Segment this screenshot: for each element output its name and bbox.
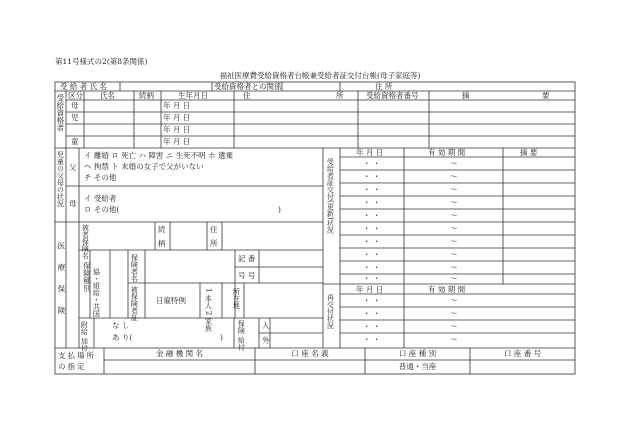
ins-address-label: 住 — [210, 225, 218, 234]
col-dob: 生年月日 — [178, 91, 208, 100]
cert-tilde: ～ — [450, 224, 458, 233]
nichiya-label: 日雇特例 — [156, 296, 186, 305]
cert-remarks-col: 摘 要 — [520, 148, 538, 157]
cert-date-col: 年 月 日 — [356, 148, 384, 157]
cert-tilde: ～ — [450, 274, 458, 283]
nashi-label: な し — [112, 321, 130, 330]
row-kubun: 母 — [71, 101, 79, 110]
row-kubun: 児 — [71, 113, 79, 122]
cert-tilde: ～ — [450, 211, 458, 220]
cert-period-col: 有 効 期 間 — [428, 148, 466, 157]
reissue-period-col: 有 効 期 間 — [428, 285, 466, 294]
cert-tilde: ～ — [450, 237, 458, 246]
cert-dots: ・ ・ — [363, 172, 381, 181]
reissue-tilde: ～ — [450, 322, 458, 331]
cert-dots: ・ ・ — [363, 224, 381, 233]
insurance-type-label: 保険種別 — [82, 262, 92, 292]
cert-dots: ・ ・ — [363, 263, 381, 272]
kigo-label: 記 番 — [238, 254, 256, 263]
reissue-tilde: ～ — [450, 296, 458, 305]
ins-address-label2: 所 — [210, 239, 218, 248]
location-label: 所在地 — [232, 288, 241, 309]
reissue-dots: ・ ・ — [363, 296, 381, 305]
address-label: 住 所 — [375, 82, 393, 91]
col-relation: 続柄 — [139, 91, 154, 100]
row-kubun: 童 — [71, 137, 79, 146]
cert-tilde: ～ — [450, 250, 458, 259]
out-label: 外 — [262, 336, 270, 345]
cert-side-label: 受給者証交付(更新)状況 — [326, 158, 335, 234]
form-number: 第11号様式の2(第8条関係) — [55, 57, 148, 66]
payment-label: 支払場所の指定 — [58, 351, 96, 372]
father-line3: チ その他 — [84, 173, 117, 182]
in-label: 入 — [262, 321, 270, 330]
bango-label: 号 号 — [238, 271, 256, 280]
cert-dots: ・ ・ — [363, 185, 381, 194]
payment-col-number: 口 座 番 号 — [503, 349, 542, 358]
ari-label: あ り( — [112, 333, 133, 342]
parents-side-label: 児童の父母の状況 — [56, 151, 65, 207]
ari-close: ) — [220, 333, 223, 342]
mother-line2: ロ その他( — [84, 205, 120, 214]
cert-dots: ・ ・ — [363, 211, 381, 220]
cert-tilde: ～ — [450, 185, 458, 194]
father-line1: イ 離婚 ロ 死亡 ハ 障害 ニ 生死不明 ホ 遺棄 — [84, 151, 233, 160]
col-remarks-a: 摘 — [462, 91, 470, 100]
outer-border — [55, 82, 575, 374]
mother-line1: イ 受給者 — [84, 194, 117, 203]
form-title: 福祉医療費受給資格者台帳兼受給者証交付台帳(母子家庭等) — [219, 71, 421, 80]
col-remarks-b: 要 — [542, 91, 550, 100]
reissue-date-col: 年 月 日 — [356, 285, 384, 294]
insured-label: 被者保険名 — [81, 224, 90, 259]
cert-dots: ・ ・ — [363, 237, 381, 246]
col-number: 受給資格者番号 — [366, 91, 419, 100]
insurer-name-label: 保険者名 — [130, 254, 139, 282]
payment-col-holder: 口 座 名 義 — [291, 349, 329, 358]
row-date: 年 月 日 — [163, 101, 191, 110]
father-line2: ヘ 拘禁 ト 未婚の女子で父がいない — [84, 162, 204, 171]
cert-dots: ・ ・ — [363, 198, 381, 207]
reissue-tilde: ～ — [450, 309, 458, 318]
cert-dots: ・ ・ — [363, 274, 381, 283]
mother-label: 母 — [69, 199, 77, 208]
insurance-side-label: 医療保険 — [56, 242, 66, 328]
recipient-name-label: 受 給 者 氏 名 — [60, 82, 108, 91]
row-date: 年 月 日 — [163, 137, 191, 146]
eligible-side-label: 受給資格者 — [55, 94, 65, 132]
cert-tilde: ～ — [450, 263, 458, 272]
account-type-value: 普通・当座 — [398, 362, 437, 371]
payment-col-type: 口 座 種 別 — [398, 349, 437, 358]
father-label: 父 — [69, 163, 77, 172]
reissue-tilde: ～ — [450, 335, 458, 344]
reissue-dots: ・ ・ — [363, 335, 381, 344]
row-date: 年 月 日 — [163, 113, 191, 122]
col-name: 氏名 — [100, 91, 115, 100]
ins-relation-label2: 柄 — [158, 239, 166, 248]
payment-col-bank: 金 融 機 関 名 — [155, 349, 204, 358]
col-address-a: 住 — [243, 91, 251, 100]
reissue-side-label: 再交付状況 — [326, 294, 335, 329]
cert-tilde: ～ — [450, 198, 458, 207]
cert-dots: ・ ・ — [363, 159, 381, 168]
payment-benefit-label: 保険 給付 — [237, 320, 246, 351]
mother-close: ) — [278, 205, 281, 214]
kyokai-label: 協・組給・共国 — [92, 268, 101, 317]
reissue-dots: ・ ・ — [363, 322, 381, 331]
self-family-label: 1 本人 2 家族 — [204, 288, 213, 332]
reissue-dots: ・ ・ — [363, 309, 381, 318]
relation-label: 受給資格者との関係 — [214, 82, 282, 91]
insurer-cert-label: 被保険者証 — [130, 286, 139, 321]
col-kubun: 区分 — [68, 91, 83, 100]
cert-dots: ・ ・ — [363, 250, 381, 259]
cert-tilde: ～ — [450, 159, 458, 168]
ins-relation-label: 続 — [158, 225, 166, 234]
add-benefit-label: 附給 加付 — [80, 321, 89, 352]
cert-tilde: ～ — [450, 172, 458, 181]
row-date: 年 月 日 — [163, 125, 191, 134]
col-address-b: 所 — [336, 91, 344, 100]
